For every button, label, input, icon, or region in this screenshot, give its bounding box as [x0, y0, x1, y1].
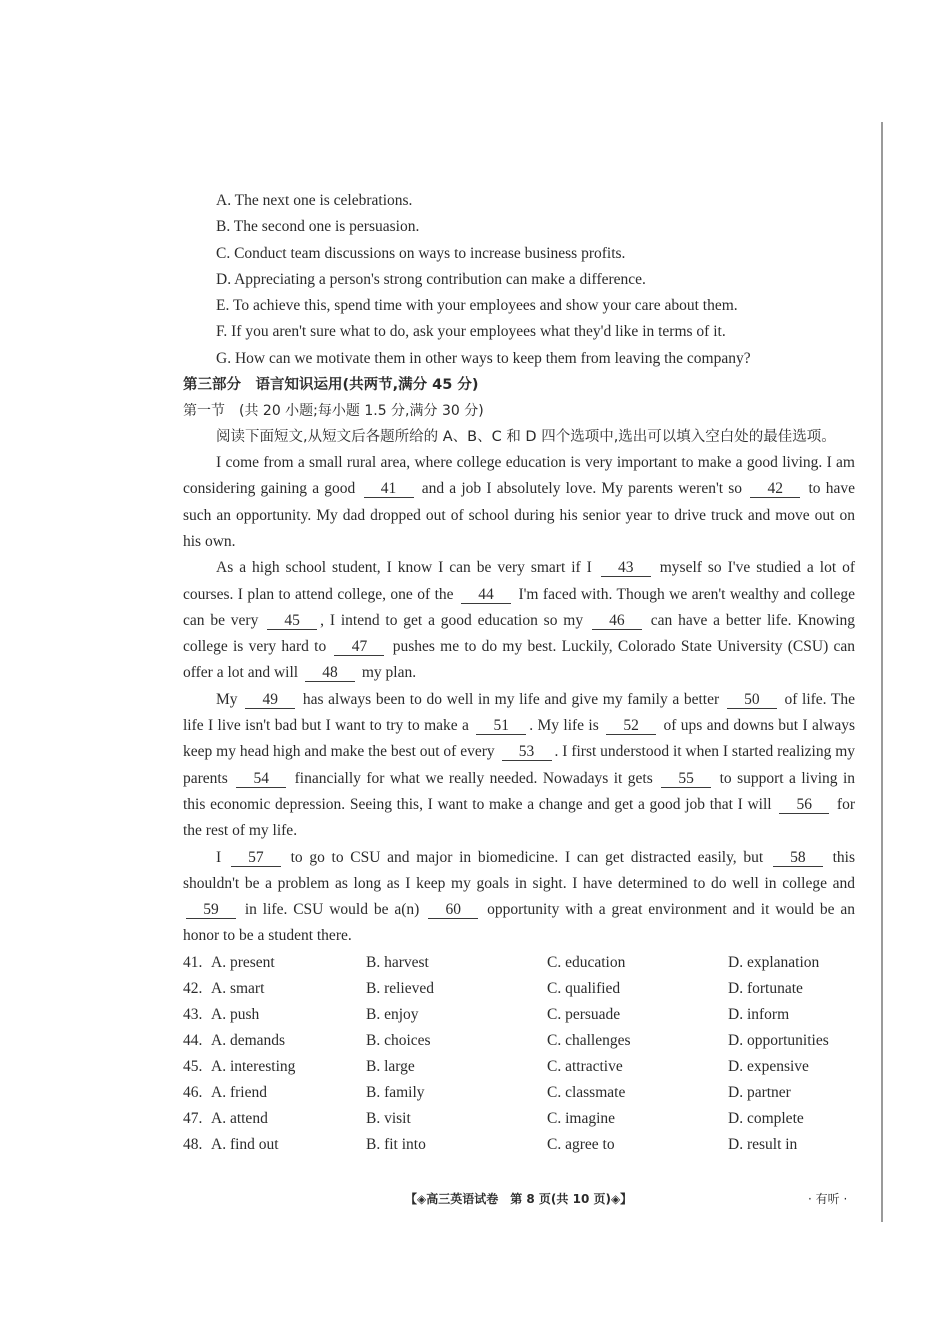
option-d: D. Appreciating a person's strong contribution can make a difference.: [216, 270, 646, 288]
question-row-47: [183, 1106, 855, 1132]
footer-page-info: 【◈高三英语试卷 第 8 页(共 10 页)◈】: [405, 1192, 633, 1206]
question-row-44: [183, 1028, 855, 1054]
blank-43: 43: [601, 559, 651, 577]
question-number: 48.: [183, 1136, 203, 1154]
option-g: G. How can we motivate them in other ways to keep them from leaving the company?: [216, 349, 751, 367]
choice-b: B. fit into: [366, 1136, 426, 1154]
question-number: 41.: [183, 953, 203, 971]
choice-c: C. classmate: [547, 1084, 626, 1102]
choice-d: D. result in: [728, 1136, 798, 1154]
choice-a: A. push: [211, 1005, 260, 1023]
choice-a: A. find out: [211, 1136, 279, 1154]
question-row-43: [183, 1002, 855, 1028]
blank-59: 59: [186, 901, 236, 919]
choice-a: A. friend: [211, 1084, 267, 1102]
question-row-45: [183, 1054, 855, 1080]
choice-c: C. education: [547, 953, 626, 971]
choice-d: D. expensive: [728, 1058, 809, 1076]
choice-b: B. family: [366, 1084, 425, 1102]
choice-b: B. visit: [366, 1110, 411, 1128]
choice-b: B. large: [366, 1058, 415, 1076]
choice-a: A. interesting: [211, 1058, 296, 1076]
question-number: 46.: [183, 1084, 203, 1102]
choice-d: D. inform: [728, 1005, 790, 1023]
section-title: 第三部分 语言知识运用(共两节,满分 45 分): [183, 377, 479, 394]
blank-57: 57: [231, 849, 281, 867]
blank-49: 49: [245, 691, 295, 709]
choice-a: A. present: [211, 953, 275, 971]
option-f: F. If you aren't sure what to do, ask your employees what they'd like in terms of it.: [216, 323, 726, 341]
option-a: A. The next one is celebrations.: [216, 192, 413, 209]
question-number: 42.: [183, 979, 203, 997]
blank-51: 51: [476, 717, 526, 735]
choice-b: B. enjoy: [366, 1005, 419, 1023]
blank-42: 42: [750, 480, 800, 498]
choice-d: D. complete: [728, 1110, 804, 1128]
blank-48: 48: [305, 664, 355, 682]
choice-a: A. demands: [211, 1032, 286, 1049]
passage-paragraph-3: My 49 has always been to do well in my life and give my family a better 50 of life. The life I live isn't bad but I want to try to make a 51 . My life is 52 of ups and downs but I always keep my head high and make the best out of every 53 . I first understood it when I started realizing my parents 54 financially for what we really needed. Nowadays it gets 55 to support a living in this economic depression. Seeing this, I want to make a change and get a good job that I will 56 for the rest of my life.: [183, 690, 856, 840]
blank-60: 60: [428, 901, 478, 919]
question-number: 43.: [183, 1005, 203, 1023]
choice-c: C. challenges: [547, 1032, 631, 1049]
blank-45: 45: [267, 612, 317, 630]
choice-d: D. opportunities: [728, 1032, 829, 1049]
choice-c: C. imagine: [547, 1110, 616, 1128]
exam-page-content: [183, 188, 855, 1158]
question-number: 45.: [183, 1058, 203, 1076]
choice-b: B. harvest: [366, 953, 429, 971]
choice-d: D. partner: [728, 1084, 791, 1102]
blank-47: 47: [334, 638, 384, 656]
blank-55: 55: [661, 770, 711, 788]
choice-c: C. qualified: [547, 979, 621, 997]
option-list: [183, 188, 855, 372]
blank-58: 58: [773, 849, 823, 867]
blank-54: 54: [236, 770, 286, 788]
section-subtitle: 第一节 (共 20 小题;每小题 1.5 分,满分 30 分): [183, 403, 484, 420]
choice-d: D. explanation: [728, 953, 820, 971]
option-b: B. The second one is persuasion.: [216, 218, 420, 236]
question-number: 47.: [183, 1110, 203, 1128]
choice-c: C. attractive: [547, 1058, 623, 1076]
blank-53: 53: [502, 743, 552, 761]
page-footer: [0, 1190, 950, 1214]
question-choices: [183, 950, 855, 1159]
option-c: C. Conduct team discussions on ways to increase business profits.: [216, 244, 626, 262]
choice-b: B. relieved: [366, 979, 435, 997]
choice-b: B. choices: [366, 1032, 431, 1049]
passage-paragraph-1: I come from a small rural area, where college education is very important to make a good living. I am considering gaining a good 41 and a job I absolutely love. My parents weren't so 42 to have such an opportunity. My dad dropped out of school during his senior year to drive truck and move out on his own.: [183, 454, 855, 550]
footer-mark: · 有听 ·: [808, 1192, 848, 1206]
question-row-41: [183, 950, 855, 976]
blank-41: 41: [364, 480, 414, 498]
question-number: 44.: [183, 1032, 203, 1049]
question-row-48: [183, 1132, 855, 1158]
passage-paragraph-4: I 57 to go to CSU and major in biomedicine. I can get distracted easily, but 58 this shouldn't be a problem as long as I keep my goals in sight. I have determined to do well in college and 59 in life. CSU would be a(n) 60 opportunity with a great environment and it would be an honor to be a student there.: [183, 848, 856, 945]
choice-a: A. smart: [211, 979, 265, 997]
question-row-46: [183, 1080, 855, 1106]
choice-a: A. attend: [211, 1110, 268, 1128]
choice-c: C. agree to: [547, 1136, 615, 1154]
blank-46: 46: [592, 612, 642, 630]
option-e: E. To achieve this, spend time with your employees and show your care about them.: [216, 297, 738, 315]
blank-50: 50: [727, 691, 777, 709]
choice-d: D. fortunate: [728, 979, 803, 997]
choice-c: C. persuade: [547, 1005, 621, 1023]
question-row-42: [183, 976, 855, 1002]
blank-56: 56: [779, 796, 829, 814]
section-instruction: 阅读下面短文,从短文后各题所给的 A、B、C 和 D 四个选项中,选出可以填入空白处的最佳选项。: [216, 429, 836, 446]
passage-paragraph-2: As a high school student, I know I can be very smart if I 43 myself so I've studied a lot of courses. I plan to attend college, one of the 44 I'm faced with. Though we aren't wealthy and college can be very 45 , I intend to get a good education so my 46 can have a better life. Knowing college is very hard to 47 pushes me to do my best. Luckily, Colorado State University (CSU) can offer a lot and will 48 my plan.: [183, 559, 856, 682]
blank-44: 44: [461, 586, 511, 604]
page-edge-line: [881, 122, 883, 1222]
blank-52: 52: [606, 717, 656, 735]
